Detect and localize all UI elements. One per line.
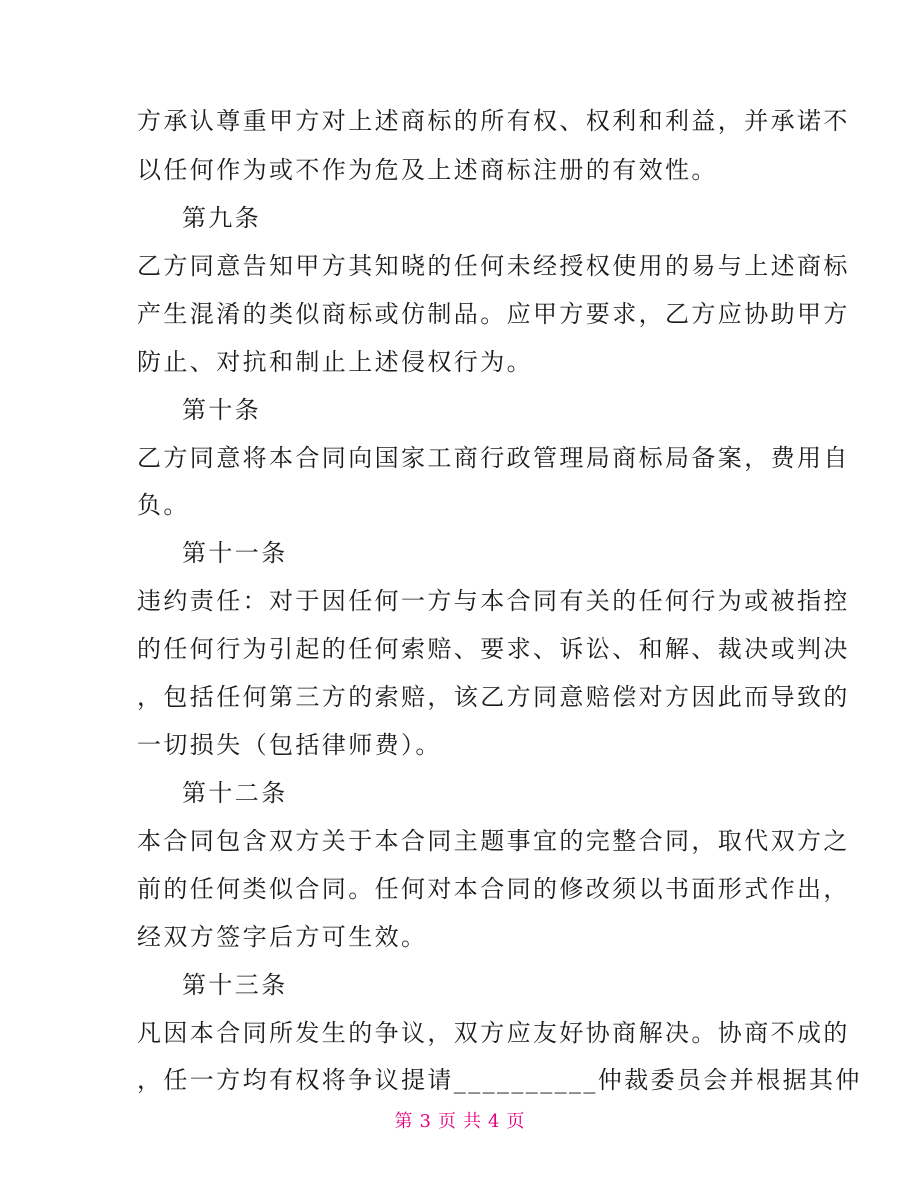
page-footer: [0, 1110, 920, 1134]
article-heading: 第十条: [182, 396, 262, 424]
footer-label-ye2: 页: [506, 1111, 526, 1132]
article-heading: 第十一条: [182, 539, 288, 567]
body-line: 违约责任：对于因任何一方与本合同有关的任何行为或被指控: [137, 587, 850, 615]
body-line: 乙方同意将本合同向国家工商行政管理局商标局备案，费用自: [137, 444, 850, 472]
body-line: 一切损失（包括律师费）。: [137, 731, 442, 759]
body-line: 本合同包含双方关于本合同主题事宜的完整合同，取代双方之: [137, 827, 850, 855]
footer-label-ye: 页: [438, 1111, 457, 1132]
article-heading: 第十二条: [182, 779, 288, 807]
body-line: 经双方签字后方可生效。: [137, 923, 428, 951]
body-line: 以任何作为或不作为危及上述商标注册的有效性。: [137, 156, 718, 184]
body-line: 乙方同意告知甲方其知晓的任何未经授权使用的易与上述商标: [137, 252, 850, 280]
body-line: 方承认尊重甲方对上述商标的所有权、权利和利益，并承诺不: [137, 107, 850, 135]
footer-label-di: 第: [394, 1111, 414, 1132]
body-line: ，任一方均有权将争议提请__________仲裁委员会并根据其仲: [137, 1066, 862, 1094]
article-heading: 第十三条: [182, 971, 288, 999]
body-line: 的任何行为引起的任何索赔、要求、诉讼、和解、裁决或判决: [137, 635, 850, 663]
body-line: 前的任何类似合同。任何对本合同的修改须以书面形式作出，: [137, 875, 850, 903]
body-line: 产生混淆的类似商标或仿制品。应甲方要求，乙方应协助甲方: [137, 300, 850, 328]
body-line: ，包括任何第三方的索赔，该乙方同意赔偿对方因此而导致的: [137, 683, 850, 711]
body-line: 凡因本合同所发生的争议，双方应友好协商解决。协商不成的: [137, 1019, 850, 1047]
body-line: 负。: [137, 491, 190, 519]
footer-total-pages: 4: [488, 1111, 501, 1132]
body-line: 防止、对抗和制止上述侵权行为。: [137, 348, 533, 376]
article-heading: 第九条: [182, 204, 262, 232]
footer-label-gong: 共: [463, 1111, 482, 1132]
footer-current-page: 3: [419, 1111, 432, 1132]
